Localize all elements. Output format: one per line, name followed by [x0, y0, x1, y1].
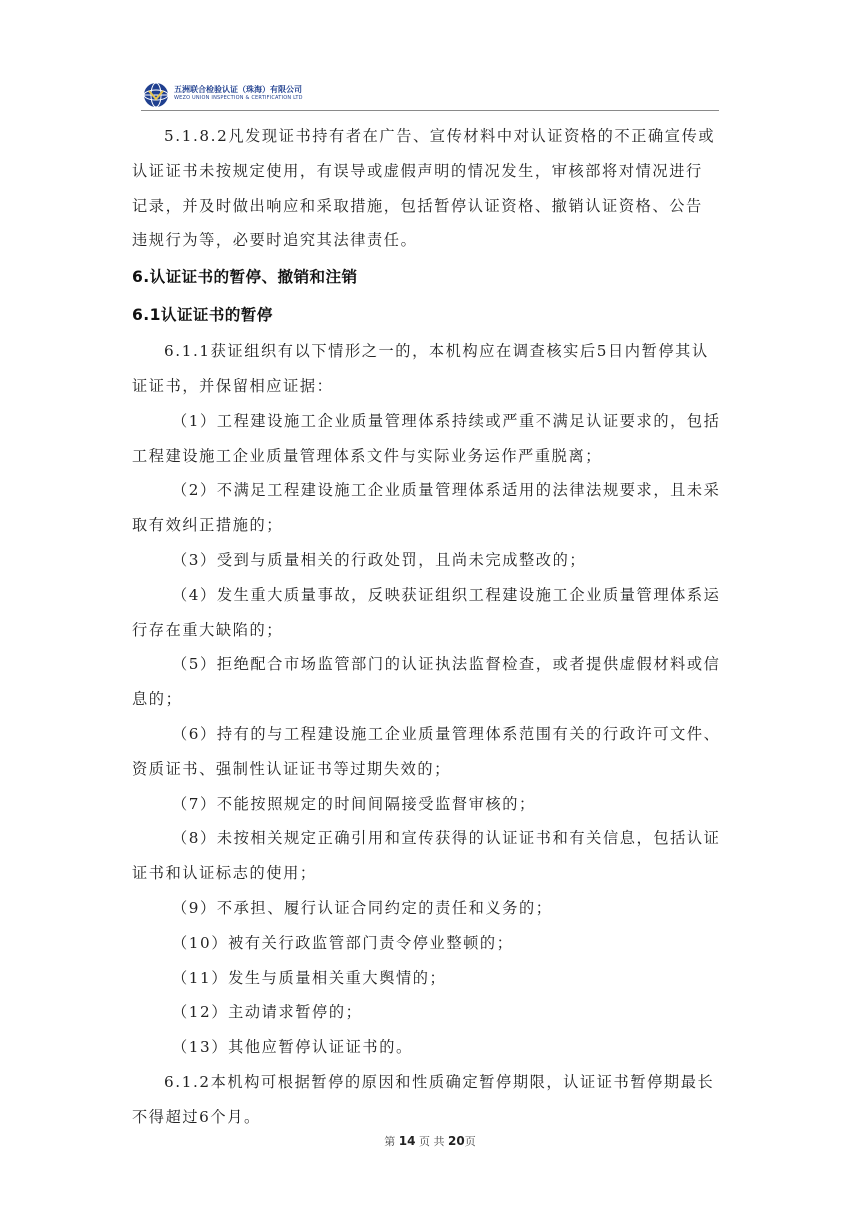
list-item: （7）不能按照规定的时间间隔接受监督审核的； [172, 794, 536, 813]
footer-suffix: 页 [464, 1135, 476, 1148]
list-item: （1）工程建设施工企业质量管理体系持续或严重不满足认证要求的，包括 [172, 411, 721, 430]
paragraph-line: 违规行为等，必要时追究其法律责任。 [132, 231, 418, 250]
section-heading: 6.认证证书的暂停、撤销和注销 [132, 268, 358, 287]
list-item-continuation: 工程建设施工企业质量管理体系文件与实际业务运作严重脱离； [132, 446, 603, 465]
list-item: （2）不满足工程建设施工企业质量管理体系适用的法律法规要求，且未采 [172, 481, 721, 500]
list-item: （10）被有关行政监管部门责令停业整顿的； [172, 933, 514, 952]
list-item: （9）不承担、履行认证合同约定的责任和义务的； [172, 898, 553, 917]
paragraph-line: 6.1.2本机构可根据暂停的原因和性质确定暂停期限，认证证书暂停期最长 [164, 1072, 715, 1091]
list-item: （6）持有的与工程建设施工企业质量管理体系范围有关的行政许可文件、 [172, 724, 721, 743]
total-page-number: 20 [448, 1134, 465, 1148]
footer-prefix: 第 [384, 1135, 396, 1148]
list-item: （11）发生与质量相关重大舆情的； [172, 968, 447, 987]
paragraph-line: 认证证书未按规定使用，有误导或虚假声明的情况发生，审核部将对情况进行 [132, 161, 703, 180]
list-item: （4）发生重大质量事故，反映获证组织工程建设施工企业质量管理体系运 [172, 585, 721, 604]
list-item-continuation: 证书和认证标志的使用； [132, 864, 317, 883]
paragraph-line: 证证书，并保留相应证据： [132, 376, 334, 395]
list-item-continuation: 资质证书、强制性认证证书等过期失效的； [132, 759, 451, 778]
paragraph-line: 记录，并及时做出响应和采取措施，包括暂停认证资格、撤销认证资格、公告 [132, 196, 703, 215]
subsection-heading: 6.1认证证书的暂停 [132, 306, 273, 325]
list-item: （12）主动请求暂停的； [172, 1003, 363, 1022]
list-item-continuation: 息的； [132, 690, 183, 709]
company-name-en: WEZO UNION INSPECTION & CERTIFICATION LTD [174, 95, 303, 101]
page-header [141, 80, 719, 111]
page-footer [0, 1133, 860, 1149]
list-item: （13）其他应暂停认证证书的。 [172, 1038, 413, 1057]
globe-logo-icon [143, 82, 169, 108]
list-item-continuation: 行存在重大缺陷的； [132, 620, 284, 639]
document-body [132, 119, 732, 1135]
paragraph-line: 不得超过6个月。 [132, 1107, 261, 1126]
list-item: （3）受到与质量相关的行政处罚，且尚未完成整改的； [172, 550, 587, 569]
company-name-cn: 五洲联合检验认证（珠海）有限公司 [174, 85, 302, 94]
list-item-continuation: 取有效纠正措施的； [132, 516, 284, 535]
list-item: （5）拒绝配合市场监管部门的认证执法监督检查，或者提供虚假材料或信 [172, 655, 721, 674]
list-item: （8）未按相关规定正确引用和宣传获得的认证证书和有关信息，包括认证 [172, 829, 721, 848]
current-page-number: 14 [398, 1134, 416, 1148]
paragraph-line: 5.1.8.2凡发现证书持有者在广告、宣传材料中对认证资格的不正确宣传或 [164, 127, 716, 145]
footer-middle: 页 共 [419, 1135, 445, 1148]
paragraph-line: 6.1.1获证组织有以下情形之一的，本机构应在调查核实后5日内暂停其认 [164, 342, 709, 361]
